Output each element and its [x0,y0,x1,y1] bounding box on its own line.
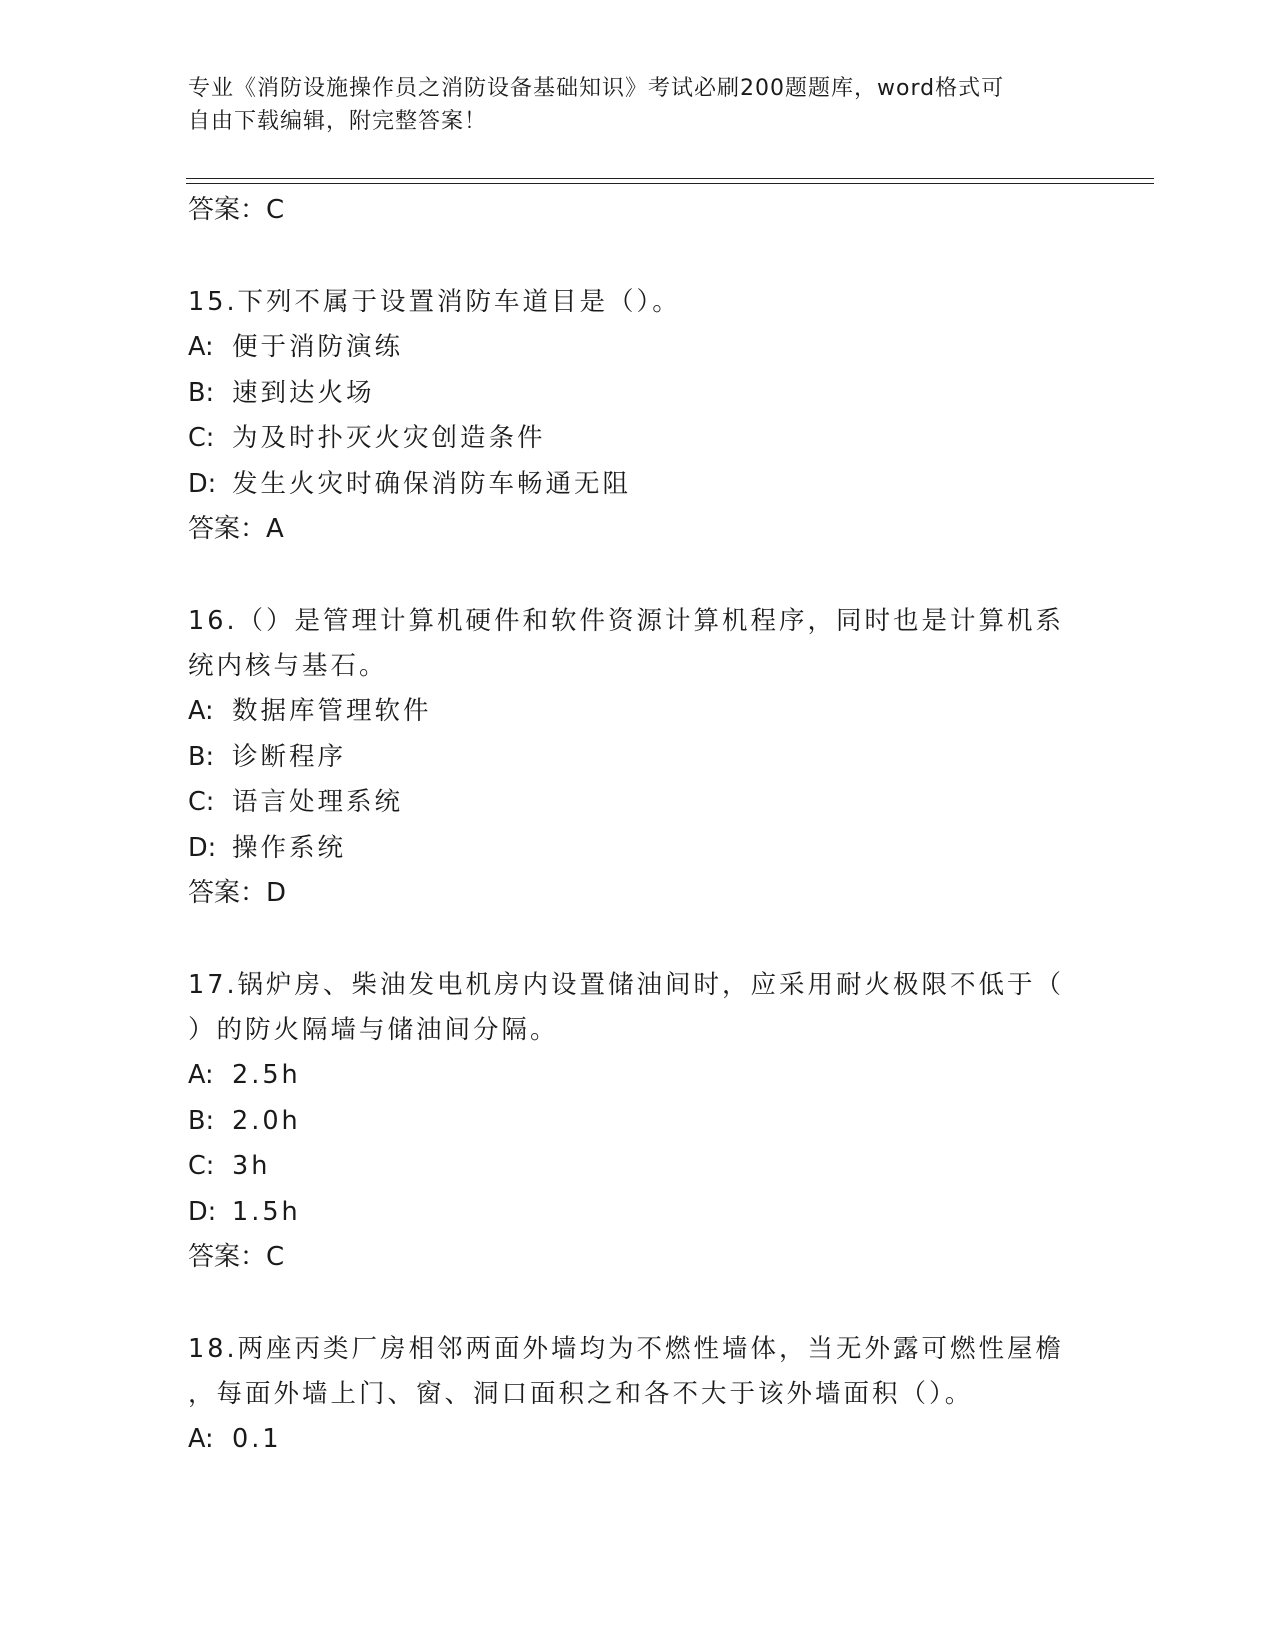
header-line-1: 专业《消防设施操作员之消防设备基础知识》考试必刷200题题库，word格式可 [188,76,1005,101]
question-17 [188,963,1088,1280]
question-text: 15.下列不属于设置消防车道目是（）。 [188,287,681,317]
question-list [188,188,1088,1463]
question-16 [188,599,1088,916]
question-18 [188,1327,1088,1463]
header-divider-top [186,178,1154,179]
option-b: B: 速到达火场 [188,377,375,408]
answer-label: 答案：A [188,514,284,544]
document-header [188,72,1068,138]
option-a: A: 数据库管理软件 [188,696,432,726]
option-a: A: 0.1 [188,1424,282,1454]
option-c: C: 为及时扑灭火灾创造条件 [188,423,546,453]
option-a: A: 便于消防演练 [188,332,404,362]
header-divider-bottom [186,183,1154,184]
option-c: C: 语言处理系统 [188,787,404,817]
option-b: B: 2.0h [188,1105,301,1136]
question-15 [188,280,1088,552]
answer-label: 答案：C [188,1242,285,1272]
header-line-2: 自由下载编辑，附完整答案！ [188,109,488,134]
question-text-line-2: ）的防火隔墙与储油间分隔。 [188,1015,559,1045]
question-text-line-1: 18.两座丙类厂房相邻两面外墙均为不燃性墙体，当无外露可燃性屋檐 [188,1334,1065,1364]
answer-label: 答案：D [188,878,287,908]
question-text-line-2: 统内核与基石。 [188,651,388,681]
option-d: D: 操作系统 [188,832,347,863]
option-d: D: 1.5h [188,1196,301,1227]
answer-label: 答案：C [188,195,285,225]
option-a: A: 2.5h [188,1060,301,1090]
question-text-line-2: ，每面外墙上门、窗、洞口面积之和各不大于该外墙面积（）。 [188,1379,974,1409]
option-d: D: 发生火灾时确保消防车畅通无阻 [188,468,632,499]
question-text-line-1: 16.（）是管理计算机硬件和软件资源计算机程序，同时也是计算机系 [188,606,1065,636]
option-b: B: 诊断程序 [188,741,347,772]
option-c: C: 3h [188,1151,271,1181]
question-text-line-1: 17.锅炉房、柴油发电机房内设置储油间时，应采用耐火极限不低于（ [188,970,1065,1000]
